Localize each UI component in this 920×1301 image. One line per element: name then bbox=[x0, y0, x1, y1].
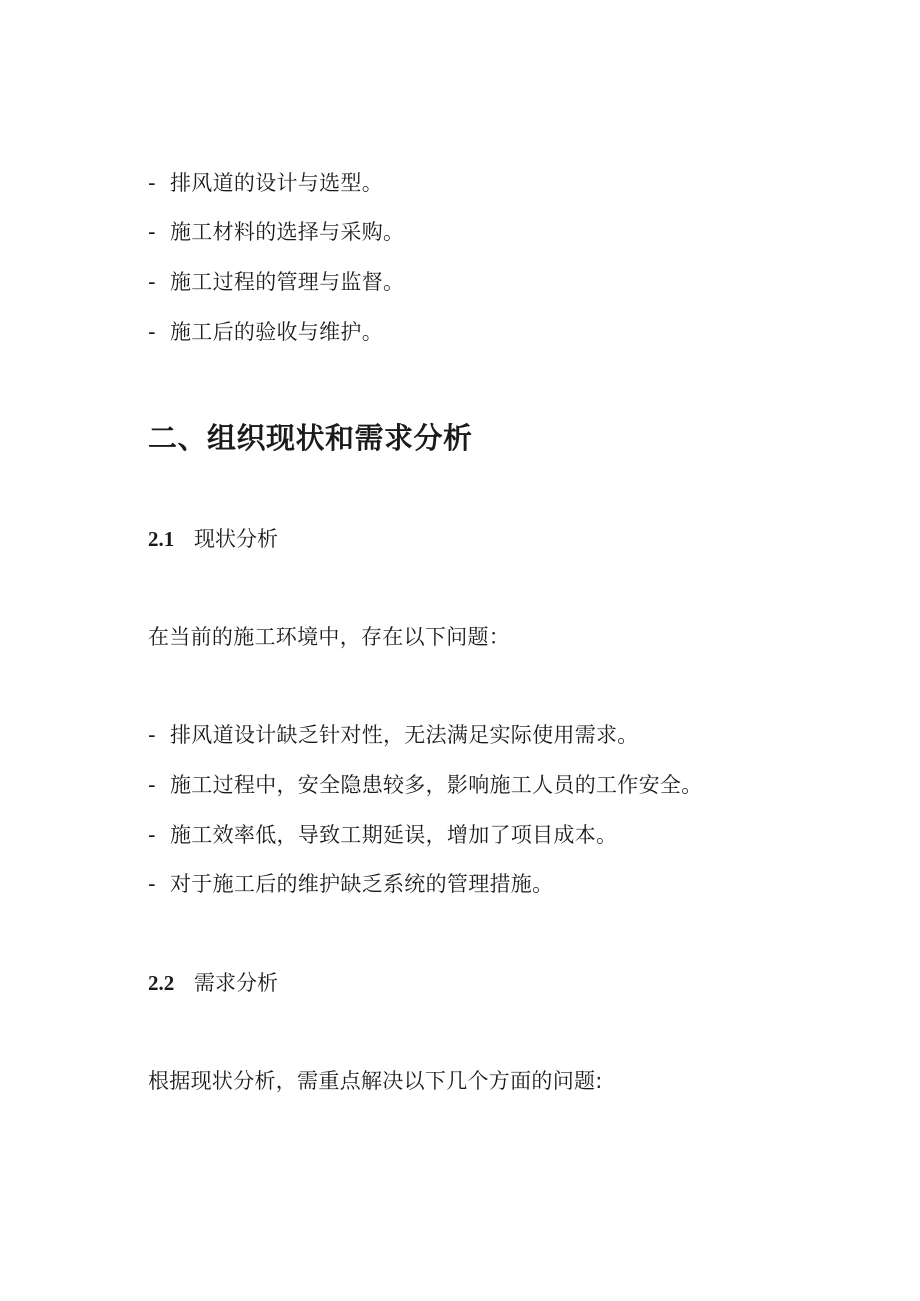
subsection-title: 需求分析 bbox=[194, 971, 278, 995]
list-dash: - bbox=[148, 723, 156, 747]
list-item-text: 对于施工后的维护缺乏系统的管理措施。 bbox=[170, 872, 554, 896]
list-item-text: 施工效率低，导致工期延误，增加了项目成本。 bbox=[170, 823, 618, 847]
subsection-title: 现状分析 bbox=[194, 527, 278, 551]
list-item-text: 排风道设计缺乏针对性，无法满足实际使用需求。 bbox=[170, 723, 639, 747]
subsection-heading bbox=[148, 524, 278, 554]
list-dash: - bbox=[148, 320, 156, 344]
list-dash: - bbox=[148, 220, 156, 244]
list-item bbox=[148, 267, 404, 297]
list-dash: - bbox=[148, 823, 156, 847]
subsection-number: 2.2 bbox=[148, 971, 175, 995]
subsection-heading bbox=[148, 968, 278, 998]
list-dash: - bbox=[148, 171, 156, 195]
list-item bbox=[148, 168, 383, 198]
list-item-text: 施工过程的管理与监督。 bbox=[170, 270, 405, 294]
list-item bbox=[148, 720, 639, 750]
list-dash: - bbox=[148, 872, 156, 896]
list-item bbox=[148, 317, 383, 347]
list-item bbox=[148, 217, 404, 247]
list-item-text: 施工过程中，安全隐患较多，影响施工人员的工作安全。 bbox=[170, 773, 703, 797]
list-item bbox=[148, 820, 617, 850]
list-dash: - bbox=[148, 270, 156, 294]
list-item-text: 施工后的验收与维护。 bbox=[170, 320, 383, 344]
paragraph: 在当前的施工环境中，存在以下问题： bbox=[148, 625, 511, 649]
section-heading: 二、组织现状和需求分析 bbox=[148, 421, 473, 455]
list-item bbox=[148, 770, 703, 800]
list-dash: - bbox=[148, 773, 156, 797]
list-item-text: 排风道的设计与选型。 bbox=[170, 171, 383, 195]
paragraph: 根据现状分析，需重点解决以下几个方面的问题: bbox=[148, 1069, 603, 1093]
list-item-text: 施工材料的选择与采购。 bbox=[170, 220, 405, 244]
list-item bbox=[148, 869, 553, 899]
subsection-number: 2.1 bbox=[148, 527, 175, 551]
